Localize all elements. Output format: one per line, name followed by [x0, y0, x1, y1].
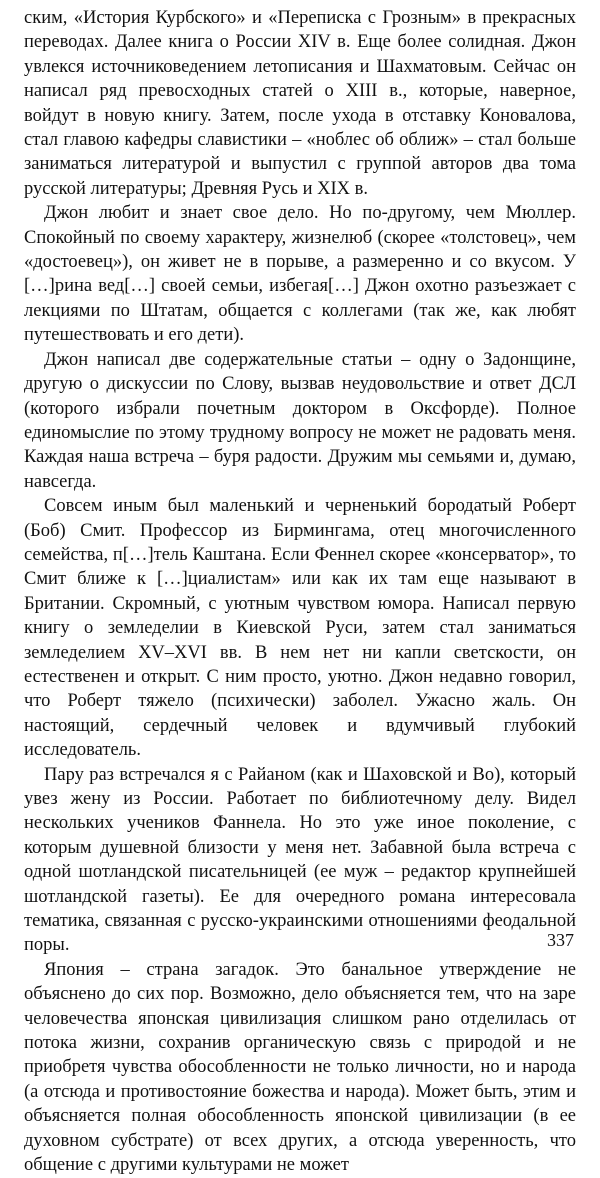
paragraph-5: Пару раз встречался я с Райаном (как и Шаховской и Во), который увез жену из России. Работает по библиотечному делу. Видел нескольких учеников Фаннела. Но это уже иное поколение, с которым душевной близости у меня нет. Забавной была встреча с одной шотландской писательницей (ее муж – редактор крупнейшей шотландской газеты). Ее для очередного романа интересовала тематика, связанная с русско-украинскими отношениями феодальной поры. [24, 764, 576, 956]
page-body [24, 6, 576, 1178]
page-number: 337 [547, 930, 574, 950]
paragraph-3: Джон написал две содержательные статьи – одну о Задонщине, другую о дискуссии по Слову, вызвав неудовольствие и ответ ДСЛ (которого избрали почетным доктором в Оксфорде). Полное единомыслие по этому трудному вопросу не может не радовать меня. Каждая наша встреча – буря радости. Дружим мы семьями и, думаю, навсегда. [24, 349, 576, 492]
paragraph-4: Совсем иным был маленький и черненький бородатый Роберт (Боб) Смит. Профессор из Бирмингама, отец многочисленного семейства, п[…]тель Каштана. Если Феннел скорее «консерватор», то Смит ближе к […]циалистам» или как их там еще называют в Британии. Скромный, с уютным чувством юмора. Написал первую книгу о земледелии в Киевской Руси, затем стал заниматься земледелием XV–XVI вв. В нем нет ни капли светскости, он естественен и открыт. С ним просто, уютно. Джон недавно говорил, что Роберт тяжело (психически) заболел. Ужасно жаль. Он настоящий, сердечный человек и вдумчивый глубокий исследователь. [24, 496, 576, 761]
paragraph-2: Джон любит и знает свое дело. Но по-другому, чем Мюллер. Спокойный по своему характеру, жизнелюб (скорее «толстовец», чем «достоевец»), он живет не в порыве, а размеренно и со вкусом. У […]рина вед[…] своей семьи, избегая[…] Джон охотно разъезжает с лекциями по Штатам, общается с коллегами (так же, как любят путешествовать и его дети). [24, 203, 576, 346]
paragraph-1: ским, «История Курбского» и «Переписка с Грозным» в прекрасных переводах. Далее книга о России XIV в. Еще более солидная. Джон увлекся источниковедением летописания и Шахматовым. Сейчас он написал ряд превосходных статей о XIII в., которые, наверное, войдут в новую книгу. Затем, после ухода в отставку Коновалова, стал главою кафедры славистики – «ноблес об оближ» – стал больше заниматься литературой и выпустил с группой авторов два тома русской литературы; Древняя Русь и XIX в. [24, 8, 576, 199]
paragraph-6: Япония – страна загадок. Это банальное утверждение не объяснено до сих пор. Возможно, дело объясняется тем, что на заре человечества японская цивилизация слишком рано отделилась от потока жизни, сохранив органическую связь с природой и не приобретя чувства обособленности не только личности, но и народа (а отсюда и противостояние божества и народа). Может быть, этим и объясняется полная обособленность японской цивилизации (в ее духовном субстрате) от всех других, а отсюда уверенность, что общение с другими культурами не может [24, 959, 576, 1176]
